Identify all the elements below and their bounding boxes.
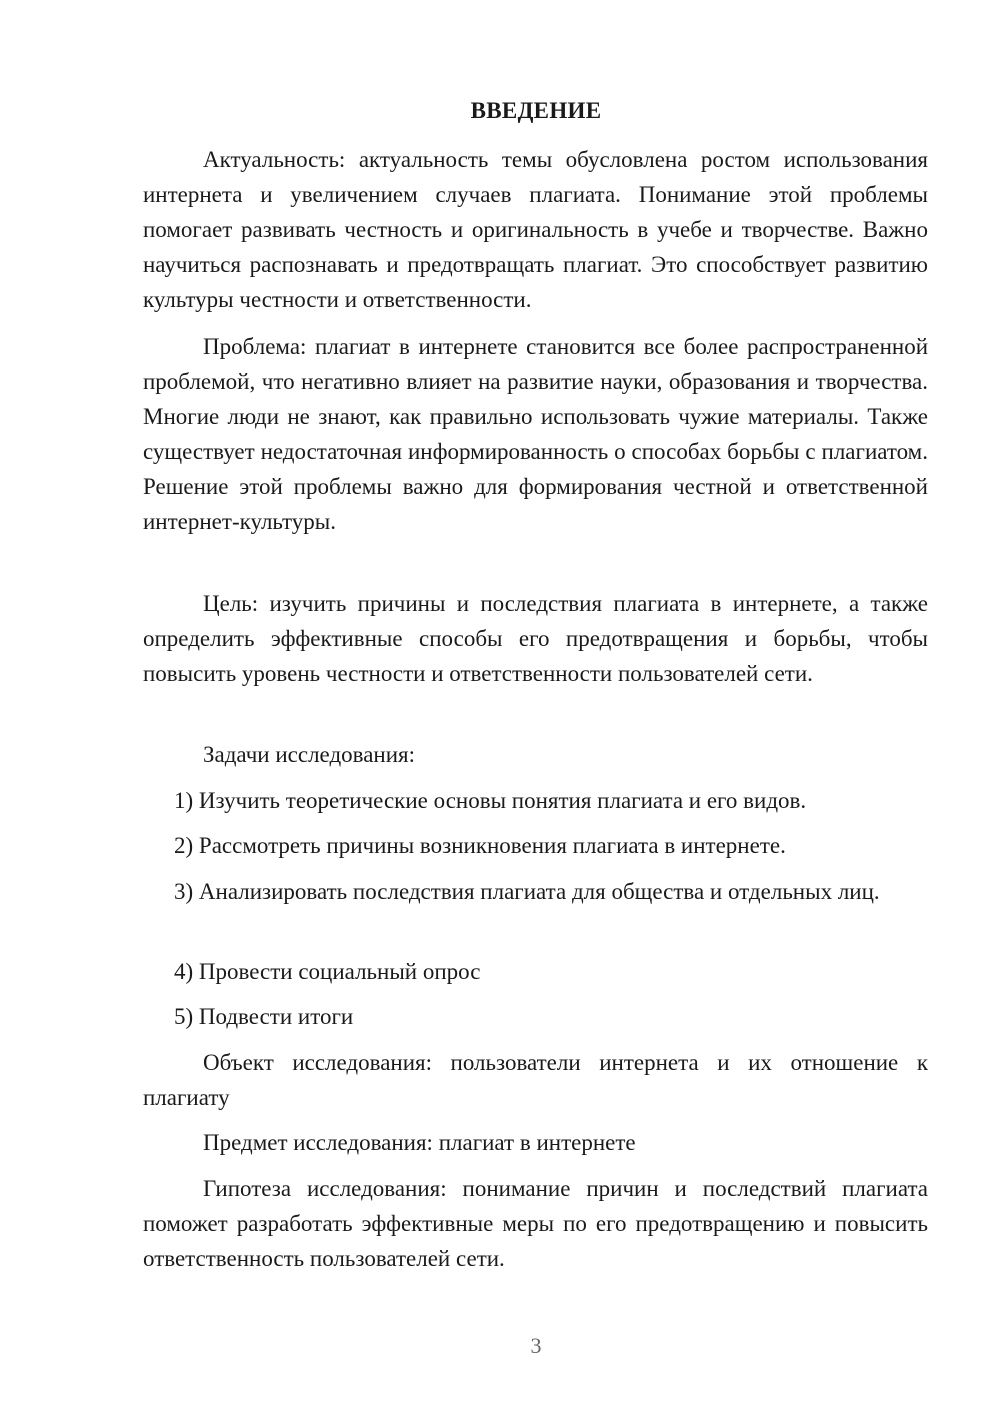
task-item-2: 2) Рассмотреть причины возникновения плагиата в интернете.: [174, 833, 786, 858]
tasks-heading: Задачи исследования:: [203, 742, 416, 767]
section-heading: ВВЕДЕНИЕ: [470, 98, 602, 123]
object-paragraph: Объект исследования: пользователи интернета и их отношение к плагиату: [143, 1050, 928, 1110]
goal-paragraph: Цель: изучить причины и последствия плагиата в интернете, а также определить эффективные способы его предотвращения и борьбы, чтобы повысить уровень честности и ответственности пользователей сети.: [143, 591, 928, 686]
page-number: 3: [530, 1333, 542, 1358]
task-item-4: 4) Провести социальный опрос: [174, 959, 481, 984]
subject-paragraph: Предмет исследования: плагиат в интернете: [203, 1130, 636, 1155]
task-item-3: 3) Анализировать последствия плагиата для общества и отдельных лиц.: [174, 879, 880, 904]
problem-paragraph: Проблема: плагиат в интернете становится все более распространенной проблемой, что негативно влияет на развитие науки, образования и творчества. Многие люди не знают, как правильно использовать чужие материалы. Также существует недостаточная информированность о способах борьбы с плагиатом. Решение этой проблемы важно для формирования честной и ответственной интернет-культуры.: [143, 334, 928, 534]
hypothesis-paragraph: Гипотеза исследования: понимание причин и последствий плагиата поможет разработать эффективные меры по его предотвращению и повысить ответственность пользователей сети.: [143, 1176, 928, 1271]
relevance-paragraph: Актуальность: актуальность темы обусловлена ростом использования интернета и увеличением случаев плагиата. Понимание этой проблемы помогает развивать честность и оригинальность в учебе и творчестве. Важно научиться распознавать и предотвращать плагиат. Это способствует развитию культуры честности и ответственности.: [143, 147, 928, 312]
task-item-5: 5) Подвести итоги: [174, 1004, 354, 1029]
task-item-1: 1) Изучить теоретические основы понятия плагиата и его видов.: [174, 788, 807, 813]
